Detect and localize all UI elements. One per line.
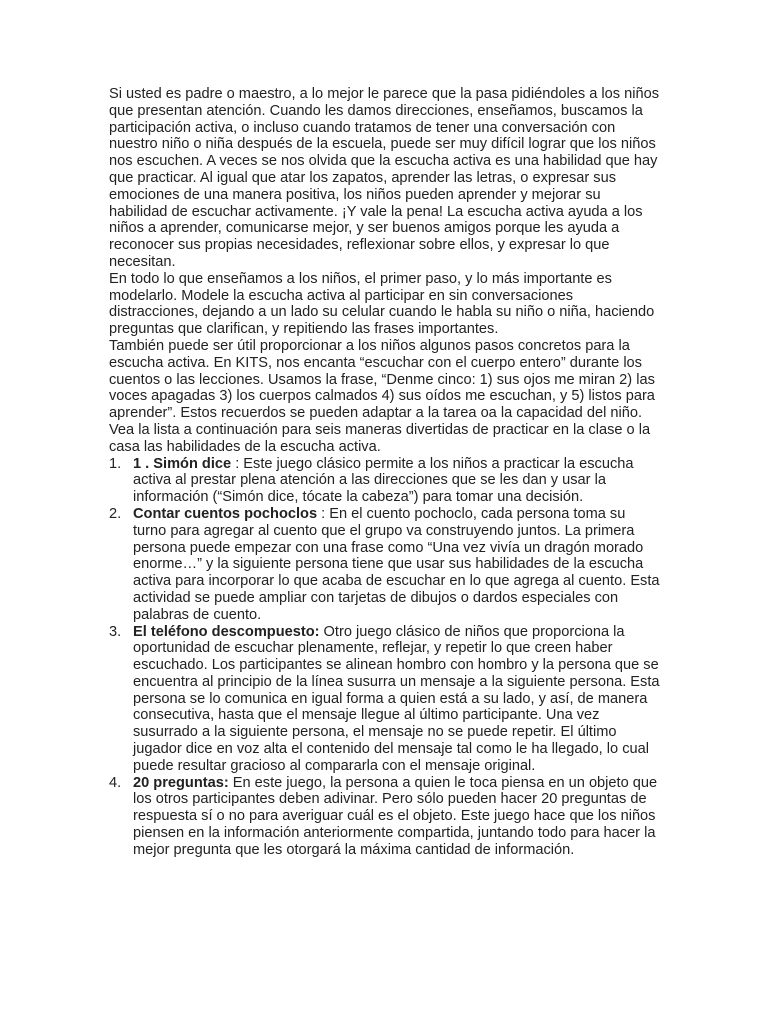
activity-list: [109, 456, 661, 859]
paragraph-modeling: En todo lo que enseñamos a los niños, el primer paso, y lo más importante es modelarlo. Modele la escucha activa al participar en sin conversaciones distracciones, dejando a un lado su celular cuando le habla su niño o niña, haciendo preguntas que clarifican, y repitiendo las frases importantes.: [109, 270, 655, 338]
list-item: [109, 775, 661, 859]
list-item-text: Otro juego clásico de niños que proporciona la oportunidad de escuchar plenamente, reflejar, y repetir lo que creen haber escuchado. Los participantes se alinean hombro con hombro y la persona que se encuentra al principio de la línea susurra un mensaje a la siguiente persona. Esta persona se lo comunica en igual forma a quien está a su lado, y así, de manera consecutiva, hasta que el mensaje llegue al último participante. Una vez susurrado a la siguiente persona, el mensaje no se puede repetir. El último jugador dice en voz alta el contenido del mensaje tal como le ha llegado, lo cual puede resultar gracioso al compararla con el mensaje original.: [133, 623, 660, 774]
list-item-title: Contar cuentos pochoclos: [133, 505, 318, 522]
paragraph-intro: Si usted es padre o maestro, a lo mejor le parece que la pasa pidiéndoles a los niños que presentan atención. Cuando les damos direcciones, enseñamos, buscamos la participación activa, o incluso cuando tratamos de tener una conversación con nuestro niño o niña después de la escuela, puede ser muy difícil lograr que los niños nos escuchen. A veces se nos olvida que la escucha activa es una habilidad que hay que practicar. Al igual que atar los zapatos, aprender las letras, o expresar sus emociones de una manera positiva, los niños pueden aprender y mejorar su habilidad de escuchar activamente. ¡Y vale la pena! La escucha activa ayuda a los niños a aprender, comunicarse mejor, y ser buenos amigos porque les ayuda a reconocer sus propias necesidades, reflexionar sobre ellos, y expresar lo que necesitan.: [109, 86, 660, 270]
list-item-number: 1.: [109, 455, 122, 472]
list-item: [109, 506, 661, 624]
list-item-text: : Este juego clásico permite a los niños a practicar la escucha activa al prestar plena atención a las direcciones que se les dan y usar la información (“Simón dice, tócate la cabeza”) para tomar una decisión.: [133, 455, 634, 506]
list-item-title: El teléfono descompuesto:: [133, 623, 320, 640]
list-item-number: 4.: [109, 774, 122, 791]
list-item-number: 3.: [109, 623, 122, 640]
list-item-text: : En el cuento pochoclo, cada persona toma su turno para agregar al cuento que el grupo va construyendo juntos. La primera persona puede empezar con una frase como “Una vez vivía un dragón morado enorme…” y la siguiente persona tiene que usar sus habilidades de la escucha activa para incorporar lo que acaba de escuchar en lo que agrega al cuento. Esta actividad se puede ampliar con tarjetas de dibujos o dardos especiales con palabras de cuento.: [133, 505, 660, 623]
list-item-title: 1 . Simón dice: [133, 455, 232, 472]
list-item: [109, 624, 661, 775]
list-item-title: 20 preguntas:: [133, 774, 229, 791]
paragraph-list-intro: Vea la lista a continuación para seis maneras divertidas de practicar en la clase o la casa las habilidades de la escucha activa.: [109, 421, 651, 455]
list-item: [109, 456, 661, 506]
document-page: [109, 86, 661, 859]
paragraph-steps: También puede ser útil proporcionar a los niños algunos pasos concretos para la escucha activa. En KITS, nos encanta “escuchar con el cuerpo entero” durante los cuentos o las lecciones. Usamos la frase, “Denme cinco: 1) sus ojos me miran 2) las voces apagadas 3) los cuerpos calmados 4) sus oídos me escuchan, y 5) listos para aprender”. Estos recuerdos se pueden adaptar a la tarea oa la capacidad del niño.: [109, 337, 655, 422]
list-item-text: En este juego, la persona a quien le toca piensa en un objeto que los otros participantes deben adivinar. Pero sólo pueden hacer 20 preguntas de respuesta sí o no para averiguar cuál es el objeto. Este juego hace que los niños piensen en la información anteriormente compartida, juntando todo para hacer la mejor pregunta que les otorgará la máxima cantidad de información.: [133, 774, 658, 858]
list-item-number: 2.: [109, 505, 122, 522]
